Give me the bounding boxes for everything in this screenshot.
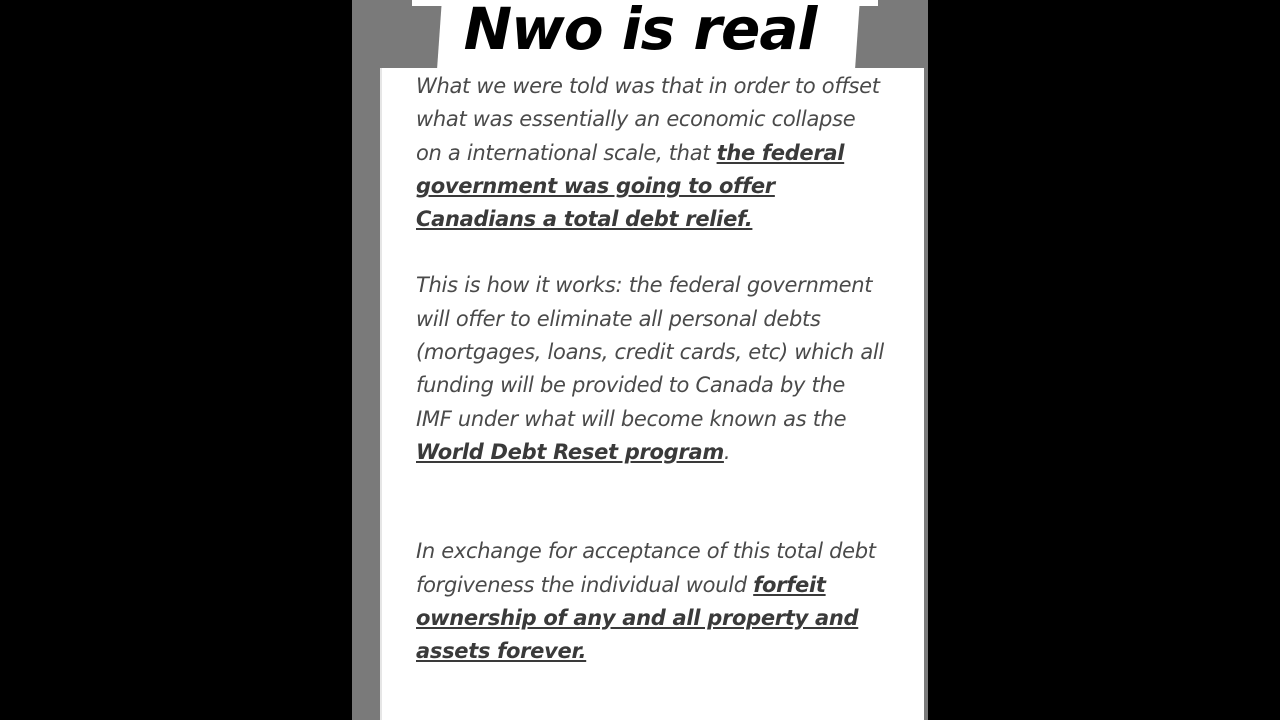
paragraph-2-end: .: [723, 439, 731, 464]
paragraph-3-emphasis: forfeit ownership of any and all property and assets forever.: [416, 572, 859, 664]
video-title: Nwo is real: [463, 0, 817, 63]
paragraph-2-emphasis: World Debt Reset program: [416, 439, 724, 464]
paragraph-1-emphasis: the federal government was going to offer Canadians a total debt relief.: [416, 140, 845, 232]
paragraph-1-text: What we were told was that in order to offset what was essentially an economic collapse on a international scale, that: [416, 74, 880, 165]
paragraph-2-text: This is how it works: the federal government will offer to eliminate all personal debts (mortgages, loans, credit cards, etc) which all funding will be provided to Canada by the IMF under what will become known as the: [416, 273, 884, 431]
paragraph-2: [416, 269, 886, 469]
article-body: [416, 70, 886, 668]
article-screenshot: [380, 68, 924, 720]
paragraph-1: [416, 70, 886, 236]
paragraph-3-text: In exchange for acceptance of this total debt forgiveness the individual would: [416, 539, 876, 597]
video-panel: [352, 0, 928, 720]
paragraph-3: [416, 535, 886, 668]
